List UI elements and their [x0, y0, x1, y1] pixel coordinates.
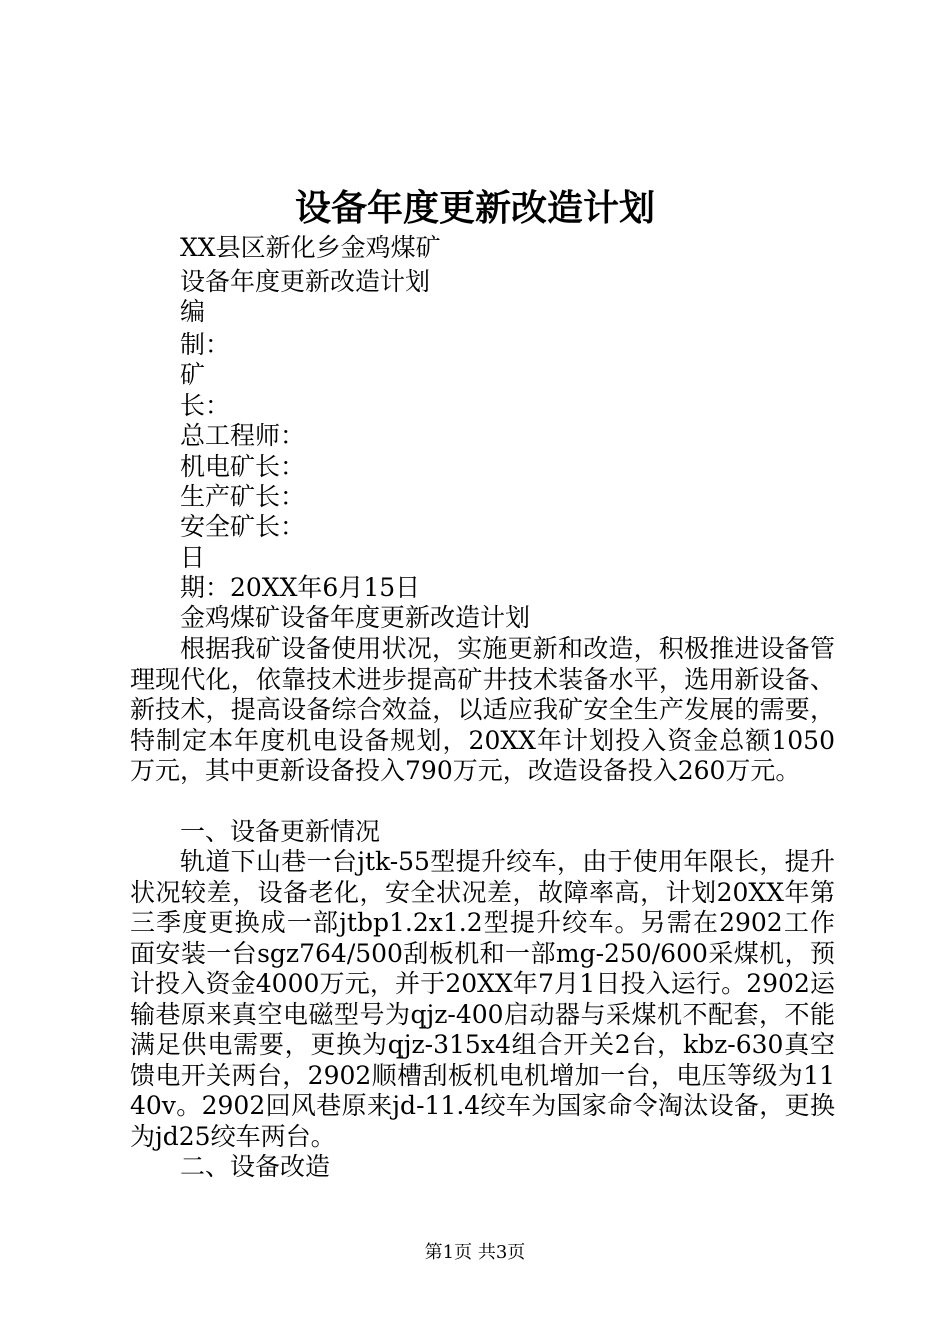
- header-line-chief-engineer: 总工程师：: [180, 421, 306, 450]
- header-line-kuang: 矿: [180, 360, 206, 389]
- page-footer: 第1页 共3页: [424, 1242, 526, 1263]
- header-line-mine-name: XX县区新化乡金鸡煤矿: [180, 233, 441, 262]
- header-line-electromechanical-director: 机电矿长：: [180, 452, 306, 481]
- header-line-safety-director: 安全矿长：: [180, 512, 306, 541]
- header-line-production-director: 生产矿长：: [180, 482, 306, 511]
- header-line-plan-name: 设备年度更新改造计划: [180, 267, 431, 296]
- header-line-zhang: 长：: [180, 391, 231, 420]
- header-line-subtitle: 金鸡煤矿设备年度更新改造计划: [180, 603, 531, 632]
- section2-heading: 二、设备改造: [180, 1152, 331, 1181]
- header-line-date: 期：20XX年6月15日: [180, 573, 421, 602]
- header-line-ri: 日: [180, 543, 206, 572]
- intro-paragraph: 根据我矿设备使用状况，实施更新和改造，积极推进设备管理现代化，依靠技术进步提高矿井技术装备水平，选用新设备、新技术，提高设备综合效益，以适应我矿安全生产发展的需要，特制定本年度机电设备规划，20XX年计划投入资金总额1050万元，其中更新设备投入790万元，改造设备投入260万元。: [130, 634, 835, 785]
- header-line-bian: 编: [180, 297, 206, 326]
- section1-heading: 一、设备更新情况: [180, 817, 381, 846]
- header-line-zhi: 制：: [180, 330, 231, 359]
- document-title: 设备年度更新改造计划: [294, 187, 655, 229]
- section1-paragraph: 轨道下山巷一台jtk-55型提升绞车，由于使用年限长，提升状况较差，设备老化，安全状况差，故障率高，计划20XX年第三季度更换成一部jtbp1.2x1.2型提升绞车。另需在2902工作面安装一台sgz764/500刮板机和一部mg-250/600采煤机，预计投入资金4000万元，并于20XX年7月1日投入运行。2902运输巷原来真空电磁型号为qjz-400启动器与采煤机不配套，不能满足供电需要，更换为qjz-315x4组合开关2台，kbz-630真空馈电开关两台，2902顺槽刮板机电机增加一台，电压等级为1140v。2902回风巷原来jd-11.4绞车为国家命令淘汰设备，更换为jd25绞车两台。: [130, 847, 835, 1151]
